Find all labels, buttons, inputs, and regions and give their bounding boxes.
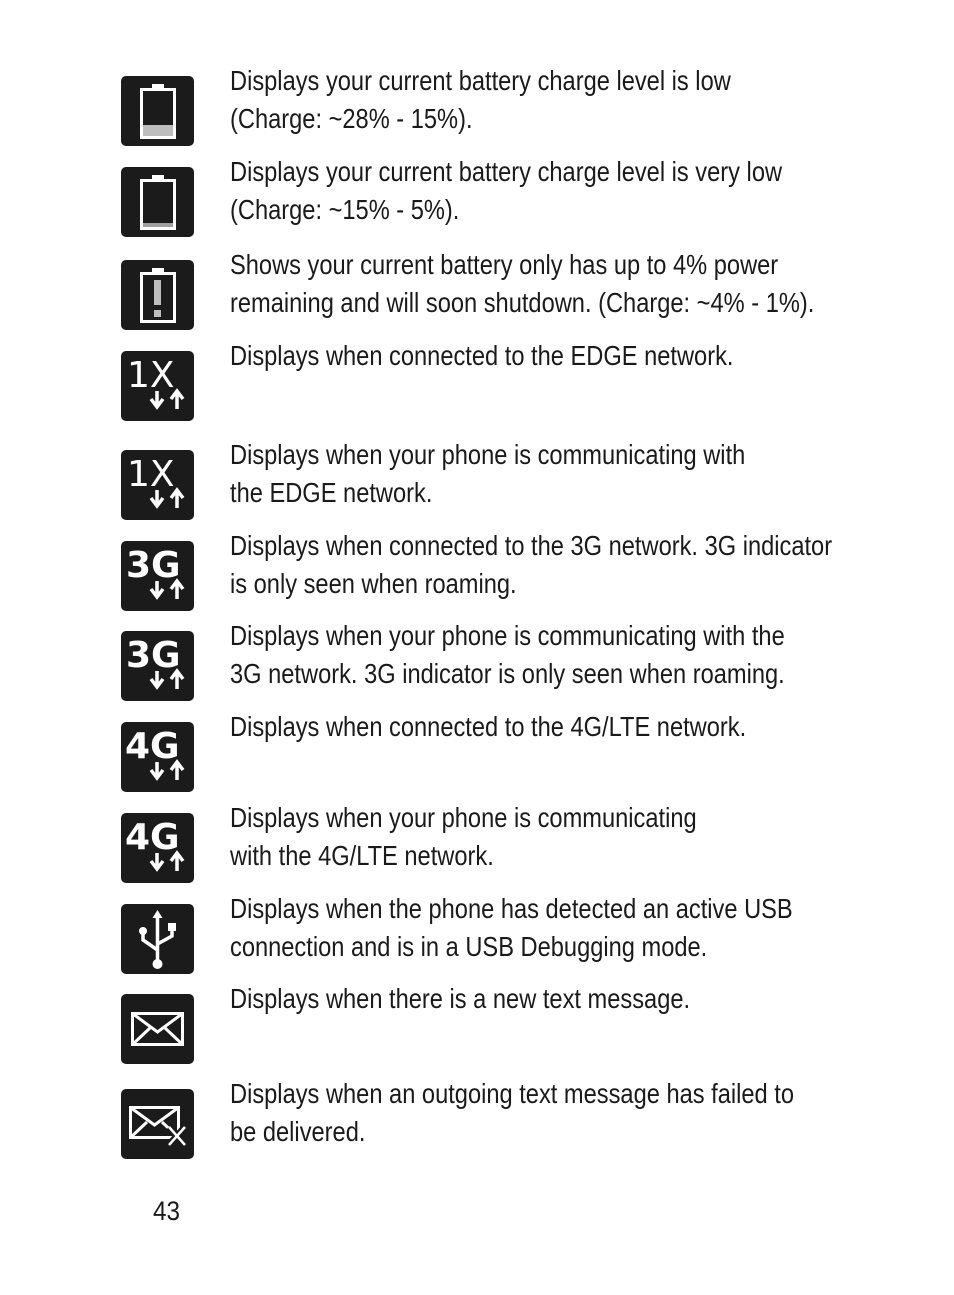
description-line: Displays when connected to the EDGE network. xyxy=(230,340,734,371)
message-failed-icon xyxy=(121,1089,194,1159)
tile-label: 1X xyxy=(127,454,175,495)
description-line: be delivered. xyxy=(230,1116,366,1147)
description-line: Displays when your phone is communicating with xyxy=(230,439,746,470)
description-line: Displays your current battery charge level is very low xyxy=(230,156,783,187)
new-message-icon xyxy=(121,994,194,1064)
row-description xyxy=(230,153,832,229)
4g-network-icon xyxy=(121,722,194,792)
description-line: Displays your current battery charge level is low xyxy=(230,65,731,96)
description-line: Displays when your phone is communicating xyxy=(230,802,697,833)
battery-critical-icon xyxy=(121,260,194,330)
row-description xyxy=(230,799,832,875)
battery-low-icon xyxy=(121,76,194,146)
row-description xyxy=(230,980,832,1018)
description-line: Displays when your phone is communicating with the xyxy=(230,620,785,651)
description-line: Displays when the phone has detected an active USB xyxy=(230,893,793,924)
description-line: 3G network. 3G indicator is only seen when roaming. xyxy=(230,658,785,689)
tile-label: 4G xyxy=(125,817,180,858)
description-line: Displays when an outgoing text message has failed to xyxy=(230,1078,794,1109)
description-line: Displays when there is a new text message. xyxy=(230,983,691,1014)
row-description xyxy=(230,890,832,966)
1x-network-icon xyxy=(121,351,194,421)
description-line: Shows your current battery only has up to 4% power xyxy=(230,249,779,280)
3g-network-active-icon xyxy=(121,631,194,701)
description-line: connection and is in a USB Debugging mode. xyxy=(230,931,708,962)
row-description xyxy=(230,337,832,375)
battery-very-low-icon xyxy=(121,167,194,237)
row-description xyxy=(230,246,832,322)
description-line: (Charge: ~28% - 15%). xyxy=(230,103,473,134)
1x-network-active-icon xyxy=(121,450,194,520)
4g-network-active-icon xyxy=(121,813,194,883)
description-line: with the 4G/LTE network. xyxy=(230,840,494,871)
description-line: remaining and will soon shutdown. (Charge: ~4% - 1%). xyxy=(230,287,815,318)
page-number: 43 xyxy=(153,1196,181,1226)
row-description xyxy=(230,436,832,512)
description-line: Displays when connected to the 4G/LTE network. xyxy=(230,711,747,742)
row-description xyxy=(230,62,832,138)
row-description xyxy=(230,527,832,603)
row-description xyxy=(230,708,832,746)
tile-label: 4G xyxy=(125,726,180,767)
description-line: the EDGE network. xyxy=(230,477,433,508)
usb-debugging-icon xyxy=(121,904,194,974)
description-line: is only seen when roaming. xyxy=(230,568,517,599)
tile-label: 3G xyxy=(126,635,181,676)
row-description xyxy=(230,617,832,693)
description-line: (Charge: ~15% - 5%). xyxy=(230,194,460,225)
tile-label: 1X xyxy=(127,355,175,396)
description-line: Displays when connected to the 3G network. 3G indicator xyxy=(230,530,833,561)
3g-network-icon xyxy=(121,541,194,611)
tile-label: 3G xyxy=(126,545,181,586)
row-description xyxy=(230,1075,832,1151)
